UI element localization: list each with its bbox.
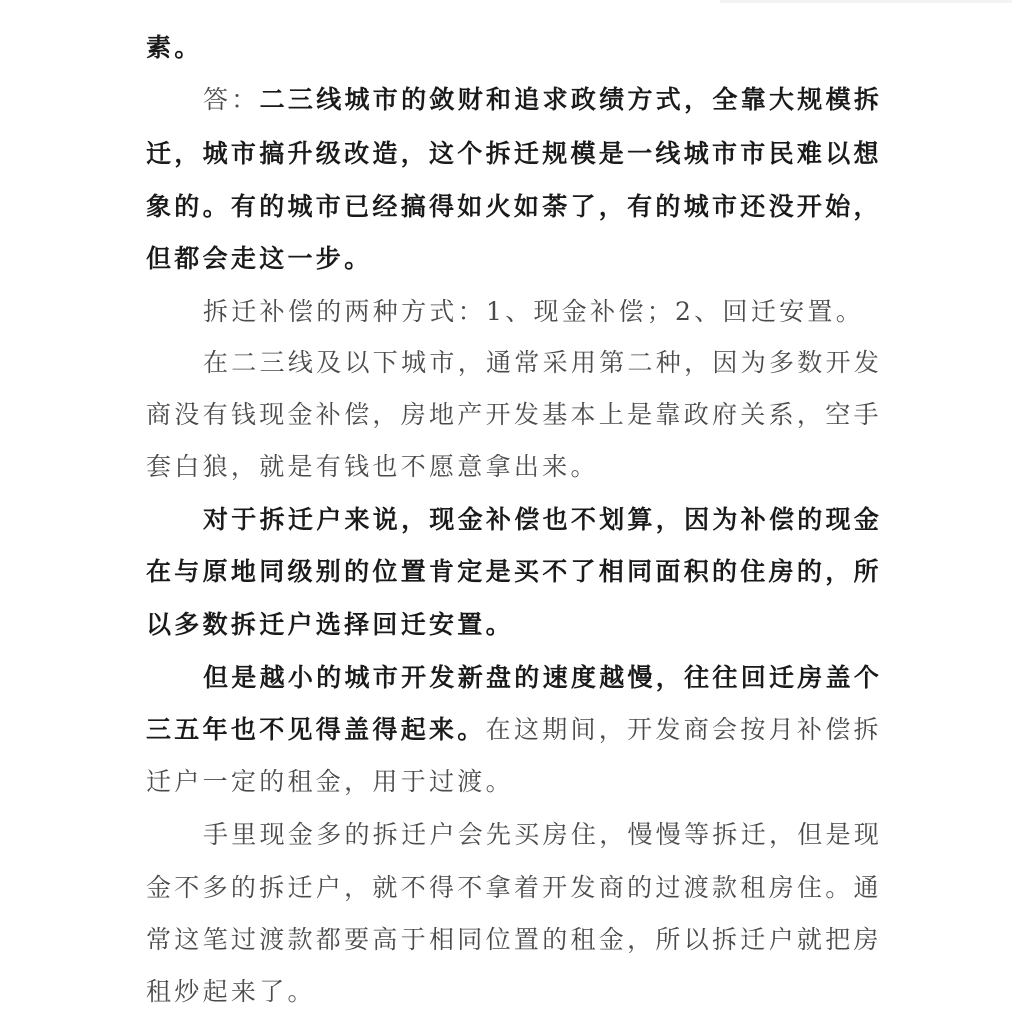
paragraph-line bbox=[146, 500, 882, 540]
text-run: 套白狼，就是有钱也不愿意拿出来。 bbox=[146, 452, 599, 481]
answer-label: 答： bbox=[203, 85, 260, 114]
text-run: 手里现金多的拆迁户会先买房住，慢慢等拆迁，但是现 bbox=[203, 820, 883, 849]
text-run: 对于拆迁户来说，现金补偿也不划算，因为补偿的现金 bbox=[203, 505, 883, 534]
text-run: 但是越小的城市开发新盘的速度越慢，往往回迁房盖个 bbox=[203, 663, 883, 692]
paragraph-line bbox=[146, 972, 316, 1012]
text-run: 象的。有的城市已经搞得如火如荼了，有的城市还没开始， bbox=[146, 192, 882, 221]
text-run: 在二三线及以下城市，通常采用第二种，因为多数开发 bbox=[203, 348, 883, 377]
paragraph-line bbox=[146, 920, 882, 960]
text-run: 拆迁补偿的两种方式：1、现金补偿；2、回迁安置。 bbox=[203, 297, 865, 326]
text-run: 三五年也不见得盖得起来。 bbox=[146, 715, 486, 744]
text-run: 素。 bbox=[146, 33, 203, 62]
paragraph-line bbox=[146, 552, 882, 592]
paragraph-line bbox=[146, 80, 882, 120]
paragraph-line bbox=[146, 710, 882, 750]
text-run: 租炒起来了。 bbox=[146, 977, 316, 1006]
paragraph-line bbox=[146, 868, 882, 908]
paragraph-line bbox=[146, 292, 864, 332]
text-run: 在与原地同级别的位置肯定是买不了相同面积的住房的，所 bbox=[146, 557, 882, 586]
text-run: 常这笔过渡款都要高于相同位置的租金，所以拆迁户就把房 bbox=[146, 925, 882, 954]
text-run: 金不多的拆迁户，就不得不拿着开发商的过渡款租房住。通 bbox=[146, 873, 882, 902]
paragraph-line bbox=[146, 187, 882, 227]
top-edge-rule bbox=[720, 0, 1012, 3]
text-run: 以多数拆迁户选择回迁安置。 bbox=[146, 610, 514, 639]
paragraph-line bbox=[146, 134, 882, 174]
paragraph-line bbox=[146, 447, 599, 487]
text-run: 迁，城市搞升级改造，这个拆迁规模是一线城市市民难以想 bbox=[146, 139, 882, 168]
paragraph-line bbox=[146, 239, 372, 279]
text-run: 在这期间，开发商会按月补偿拆 bbox=[485, 715, 882, 744]
paragraph-line bbox=[146, 343, 882, 383]
text-run: 但都会走这一步。 bbox=[146, 244, 373, 273]
text-run: 商没有钱现金补偿，房地产开发基本上是靠政府关系，空手 bbox=[146, 400, 882, 429]
paragraph-line bbox=[146, 815, 882, 855]
paragraph-line bbox=[146, 658, 882, 698]
paragraph-line bbox=[146, 28, 203, 68]
text-run: 迁户一定的租金，用于过渡。 bbox=[146, 767, 514, 796]
paragraph-line bbox=[146, 395, 882, 435]
text-run: 二三线城市的敛财和追求政绩方式，全靠大规模拆 bbox=[259, 85, 883, 114]
paragraph-line bbox=[146, 762, 514, 802]
paragraph-line bbox=[146, 605, 514, 645]
